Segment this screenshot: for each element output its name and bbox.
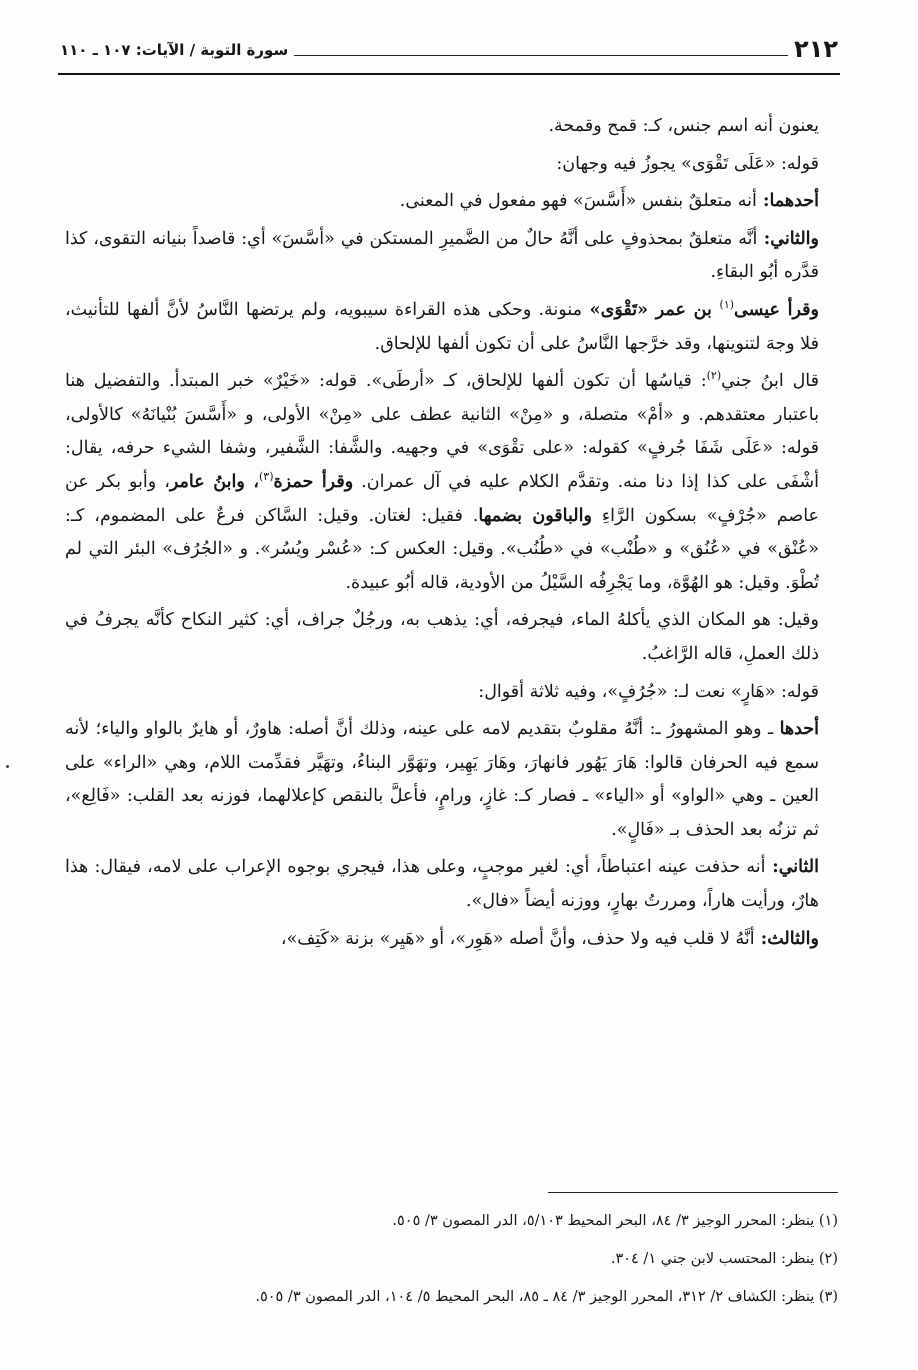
bold-term: أحدها: [779, 719, 819, 740]
paragraph: [65, 851, 819, 918]
footnotes: [60, 1202, 838, 1316]
text-run: يعنون أنه اسم جنس، كـ: قمح وقمحة.: [548, 116, 819, 136]
text-run: : قياسُها أن تكون ألفها للإلحاق، كـ «أرطَى». قوله: «خَيْرٌ» خبر المبتدأ. والتفضيل هنا باعتبار معتقدهم. و «أمْ» متصلة، و «مِنْ» الثانية عطف على «مِنْ» الأولى، و «أَسَّسَ بُنْيانَهُ» كالأولى، قوله: «عَلَى شَفَا جُرفٍ» كقوله: «على تقْوَى» في وجهيه. والشَّفا: الشَّفير، وشفا الشيء حرفه، يقال: أشْفَى على كذا إذا دنا منه. وتقدَّم الكلام عليه في آل عمران.: [65, 371, 819, 492]
bold-term: والثاني:: [757, 228, 819, 249]
footnote-separator: [548, 1192, 838, 1193]
paragraph: [65, 676, 819, 710]
text-run: قال ابنُ جني: [721, 371, 819, 392]
text-run: قوله: «عَلَى تَقْوَى» يجوزُ فيه وجهان:: [556, 153, 819, 174]
main-text: [65, 110, 819, 1170]
text-run: أنه حذفت عينه اعتباطاً، أي: لغير موجبٍ، وعلى هذا، فيجري بوجوه الإعراب على لامه، فيقال: هذا هارٌ، ورأيت هاراً، ومررتُ بهارٍ، ووزنه أيضاً «فال».: [65, 857, 819, 912]
paragraph: [65, 185, 819, 219]
bold-term: بن عمر «تَقْوَى»: [581, 299, 720, 320]
stray-mark: [6, 765, 9, 768]
footnote-3: (٣) ينظر: الكشاف ٢/ ٣١٢، المحرر الوجيز ٣/ ٨٤ ـ ٨٥، البحر المحيط ٥/ ١٠٤، الدر المصون ٣/ ٥٠٥.: [255, 1289, 838, 1305]
paragraph: [65, 148, 819, 182]
text-run: ، وأبو بكر عن عاصم «جُرْفٍ» بسكون الرَّاءِ: [65, 471, 819, 526]
header-rule: [58, 73, 840, 75]
bold-term: والباقون بضمها: [478, 505, 592, 526]
running-head: سورة التوبة / الآيات: ١٠٧ ـ ١١٠: [60, 41, 289, 59]
footnote-1: (١) ينظر: المحرر الوجيز ٣/ ٨٤، البحر المحيط ٥/١٠٣، الدر المصون ٣/ ٥٠٥.: [392, 1213, 838, 1229]
text-run: ـ وهو المشهورُ ـ: أنَّهُ مقلوبٌ بتقديم لامه على عينه، وذلك أنَّ أصله: هاورٌ، أو هايرٌ بالواو والياء؛ لأنه سمع فيه الحرفان قالوا: هَارَ يَهُور فانهارَ، وهَارَ يَهِير، وتهَوَّر البناءُ، وتهَيَّر فقدِّمت اللام، وهي «الراء» على العين ـ وهي «الواو» أو «الياء» ـ فصار كـ: غازٍ، ورامٍ، فأعلَّ بالنقص كإعلالهما، فوزنه بعد القلب: «فَالِع»، ثم تزنُه بعد الحذف بـ «فَالٍ».: [65, 719, 819, 840]
paragraph: [65, 294, 819, 361]
text-run: أنه متعلقٌ بنفس «أَسَّسَ» فهو مفعول في المعنى.: [399, 191, 757, 212]
bold-term: ، وابنُ عامر: [169, 471, 259, 492]
paragraph: [65, 365, 819, 600]
bold-term: وقرأ حمزة: [273, 471, 354, 492]
text-run: قوله: «هَارٍ» نعت لـ: «جُرُفٍ»، وفيه ثلاثة أقوال:: [478, 681, 819, 702]
footnote-2: (٢) ينظر: المحتسب لابن جني ١/ ٣٠٤.: [610, 1251, 838, 1267]
bold-term: أحدهما:: [756, 191, 819, 212]
text-run: أنَّه متعلقٌ بمحذوفٍ على أنَّهُ حالٌ من الضَّميرِ المستكن في «أسَّسَ» أي: قاصداً بنيانه التقوى، كذا قدَّره أبُو البقاءِ.: [65, 228, 819, 283]
paragraph: [65, 110, 819, 144]
paragraph: [65, 923, 819, 957]
page-number: ٢١٢: [794, 35, 838, 63]
bold-term: والثالث:: [754, 928, 819, 949]
bold-term: وقرأ عيسى: [734, 299, 819, 320]
bold-term: الثاني:: [765, 857, 819, 878]
text-run: وقيل: هو المكان الذي يأكلهُ الماء، فيجرفه، أي: يذهب به، ورجُلٌ جراف، أي: كثير النكاح كأنَّه يجرفُ في ذلك العملِ، قاله الرَّاغبُ.: [65, 610, 819, 664]
text-run: منونة. وحكى هذه القراءة سيبويه، ولم يرتضها النَّاسُ لأنَّ ألفها للتأنيث، فلا وجهَ لتنوينها، وقد خرَّجها النَّاسُ على أن تكون ألفها للإلحاق.: [65, 299, 819, 354]
paragraph: [65, 713, 819, 847]
page-header: [60, 28, 838, 68]
footnote-marker: (٣): [258, 470, 274, 484]
text-run: . فقيل: لغتان. وقيل: السَّاكن فرعٌ على المضموم، كـ: «عُنْق» في «عُنُق» و «طُنْب» في «طُنُب». وقيل: العكس كـ: «عُسْر ويُسُر». و «الجُرُف» البئر التي لم تُطْوَ. وقيل: هو الهُوَّة، وما يَجْرِفُه السَّيْلُ من الأودية، قاله أبُو عبيدة.: [65, 505, 819, 593]
footnote-marker: (١): [719, 298, 735, 312]
paragraph: [65, 604, 819, 671]
paragraph: [65, 223, 819, 290]
header-leader-line: [294, 55, 788, 56]
text-run: أنَّهُ لا قلب فيه ولا حذف، وأنَّ أصله «هَوِر»، أو «هَيِر» بزنة «كَتِف»،: [280, 928, 755, 949]
footnote-marker: (٢): [706, 369, 722, 383]
